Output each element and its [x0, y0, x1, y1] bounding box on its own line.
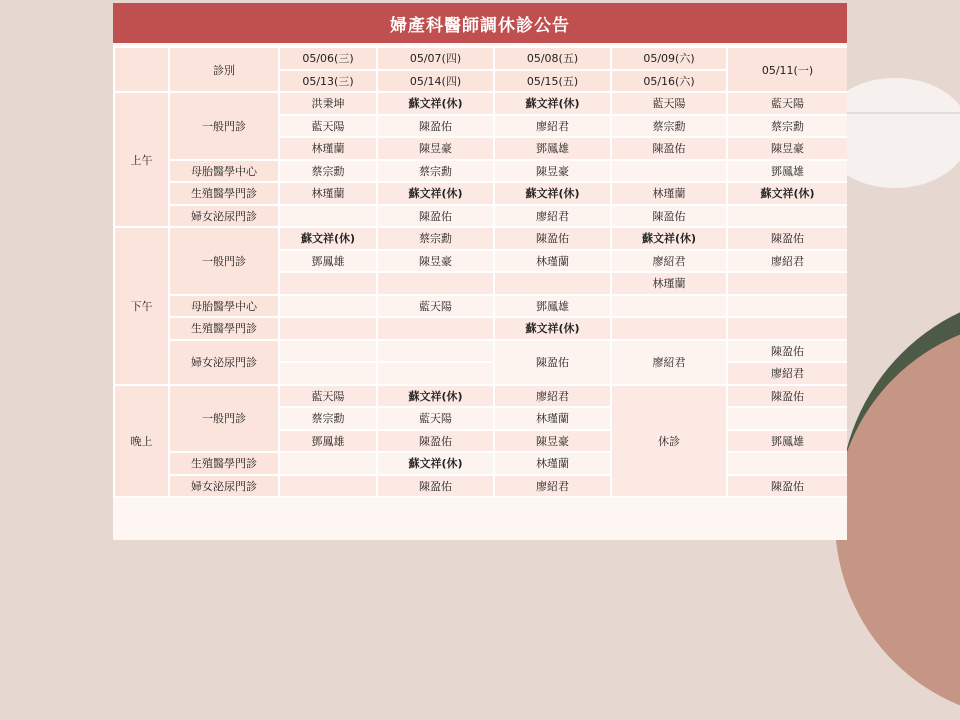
doctor-cell: 廖紹君: [494, 115, 611, 138]
category-reproductive: 生殖醫學門診: [169, 452, 279, 475]
doctor-cell: [727, 452, 847, 475]
table-row: [114, 385, 847, 408]
decorative-pink-circle: [835, 320, 960, 720]
category-general: 一般門診: [169, 92, 279, 160]
doctor-cell: [494, 272, 611, 295]
doctor-cell: 陳盈佑: [494, 340, 611, 385]
doctor-cell: 鄧鳳雄: [494, 295, 611, 318]
doctor-cell: [611, 295, 727, 318]
header-date: 05/06(三): [279, 47, 377, 70]
category-maternal: 母胎醫學中心: [169, 160, 279, 183]
doctor-cell: [377, 362, 494, 385]
header-category-label: 診別: [169, 47, 279, 92]
header-date: 05/08(五): [494, 47, 611, 70]
table-row: [114, 340, 847, 363]
table-row: [114, 160, 847, 183]
header-date: 05/15(五): [494, 70, 611, 93]
doctor-cell: 陳盈佑: [494, 227, 611, 250]
doctor-cell: 廖紹君: [727, 362, 847, 385]
table-row: [114, 295, 847, 318]
doctor-cell: [279, 362, 377, 385]
doctor-cell: [279, 205, 377, 228]
doctor-cell: 蘇文祥(休): [377, 452, 494, 475]
doctor-cell: 陳盈佑: [611, 137, 727, 160]
doctor-cell: 蔡宗勳: [377, 160, 494, 183]
table-row: [114, 227, 847, 250]
doctor-cell: [279, 475, 377, 498]
doctor-cell: 廖紹君: [611, 250, 727, 273]
doctor-cell: 蘇文祥(休): [494, 182, 611, 205]
doctor-cell: 藍天陽: [279, 385, 377, 408]
announcement-panel: [113, 3, 847, 540]
doctor-cell: [279, 452, 377, 475]
doctor-cell: 陳盈佑: [727, 385, 847, 408]
doctor-cell: 鄧鳳雄: [727, 160, 847, 183]
doctor-cell: 藍天陽: [279, 115, 377, 138]
category-general: 一般門診: [169, 385, 279, 453]
doctor-cell: 陳盈佑: [377, 205, 494, 228]
doctor-cell: 蔡宗勳: [279, 160, 377, 183]
schedule-table: [113, 46, 847, 498]
doctor-cell: [377, 317, 494, 340]
doctor-cell: 陳盈佑: [727, 475, 847, 498]
doctor-cell: 蔡宗勳: [727, 115, 847, 138]
closed-cell: 休診: [611, 385, 727, 498]
doctor-cell: [377, 272, 494, 295]
doctor-cell: 蔡宗勳: [279, 407, 377, 430]
table-row: [114, 205, 847, 228]
doctor-cell: 林瑾蘭: [279, 182, 377, 205]
doctor-cell: 蔡宗勳: [611, 115, 727, 138]
doctor-cell: 蘇文祥(休): [377, 182, 494, 205]
doctor-cell: 藍天陽: [377, 407, 494, 430]
doctor-cell: 蘇文祥(休): [727, 182, 847, 205]
doctor-cell: 廖紹君: [727, 250, 847, 273]
doctor-cell: 陳盈佑: [377, 430, 494, 453]
doctor-cell: 陳盈佑: [377, 475, 494, 498]
period-afternoon: 下午: [114, 227, 169, 385]
header-corner: [114, 47, 169, 92]
doctor-cell: [279, 272, 377, 295]
doctor-cell: [727, 407, 847, 430]
header-date: 05/16(六): [611, 70, 727, 93]
table-row: [114, 475, 847, 498]
category-urology: 婦女泌尿門診: [169, 340, 279, 385]
doctor-cell: [279, 317, 377, 340]
header-date: 05/11(一): [727, 47, 847, 92]
doctor-cell: 陳盈佑: [727, 340, 847, 363]
doctor-cell: 陳昱豪: [377, 137, 494, 160]
header-date: 05/07(四): [377, 47, 494, 70]
doctor-cell: 陳盈佑: [377, 115, 494, 138]
category-maternal: 母胎醫學中心: [169, 295, 279, 318]
doctor-cell: 鄧鳳雄: [279, 250, 377, 273]
doctor-cell: 陳昱豪: [727, 137, 847, 160]
doctor-cell: 鄧鳳雄: [727, 430, 847, 453]
doctor-cell: 陳盈佑: [611, 205, 727, 228]
doctor-cell: 林瑾蘭: [611, 182, 727, 205]
doctor-cell: 陳昱豪: [494, 430, 611, 453]
header-row: [114, 47, 847, 70]
doctor-cell: 蔡宗勳: [377, 227, 494, 250]
period-morning: 上午: [114, 92, 169, 227]
doctor-cell: 蘇文祥(休): [377, 385, 494, 408]
category-general: 一般門診: [169, 227, 279, 295]
doctor-cell: 陳昱豪: [494, 160, 611, 183]
doctor-cell: [279, 295, 377, 318]
doctor-cell: [377, 340, 494, 363]
doctor-cell: [727, 317, 847, 340]
header-date: 05/13(三): [279, 70, 377, 93]
category-reproductive: 生殖醫學門診: [169, 317, 279, 340]
doctor-cell: 蘇文祥(休): [494, 317, 611, 340]
doctor-cell: [727, 205, 847, 228]
doctor-cell: 林瑾蘭: [494, 407, 611, 430]
doctor-cell: 林瑾蘭: [494, 250, 611, 273]
doctor-cell: 藍天陽: [727, 92, 847, 115]
doctor-cell: 林瑾蘭: [494, 452, 611, 475]
table-row: [114, 182, 847, 205]
doctor-cell: [279, 340, 377, 363]
category-urology: 婦女泌尿門診: [169, 475, 279, 498]
doctor-cell: 蘇文祥(休): [494, 92, 611, 115]
table-row: [114, 452, 847, 475]
doctor-cell: 藍天陽: [611, 92, 727, 115]
table-row: [114, 92, 847, 115]
doctor-cell: 蘇文祥(休): [611, 227, 727, 250]
announcement-title: 婦產科醫師調休診公告: [113, 3, 847, 43]
doctor-cell: 鄧鳳雄: [494, 137, 611, 160]
doctor-cell: [611, 160, 727, 183]
period-evening: 晚上: [114, 385, 169, 498]
doctor-cell: 廖紹君: [494, 205, 611, 228]
doctor-cell: 陳昱豪: [377, 250, 494, 273]
doctor-cell: [611, 317, 727, 340]
doctor-cell: 鄧鳳雄: [279, 430, 377, 453]
doctor-cell: 廖紹君: [611, 340, 727, 385]
doctor-cell: 藍天陽: [377, 295, 494, 318]
table-row: [114, 317, 847, 340]
doctor-cell: 林瑾蘭: [279, 137, 377, 160]
header-date: 05/09(六): [611, 47, 727, 70]
header-date: 05/14(四): [377, 70, 494, 93]
doctor-cell: 蘇文祥(休): [279, 227, 377, 250]
doctor-cell: 洪秉坤: [279, 92, 377, 115]
category-reproductive: 生殖醫學門診: [169, 182, 279, 205]
doctor-cell: 廖紹君: [494, 385, 611, 408]
doctor-cell: [727, 272, 847, 295]
doctor-cell: 廖紹君: [494, 475, 611, 498]
category-urology: 婦女泌尿門診: [169, 205, 279, 228]
doctor-cell: 蘇文祥(休): [377, 92, 494, 115]
doctor-cell: 林瑾蘭: [611, 272, 727, 295]
doctor-cell: 陳盈佑: [727, 227, 847, 250]
doctor-cell: [727, 295, 847, 318]
